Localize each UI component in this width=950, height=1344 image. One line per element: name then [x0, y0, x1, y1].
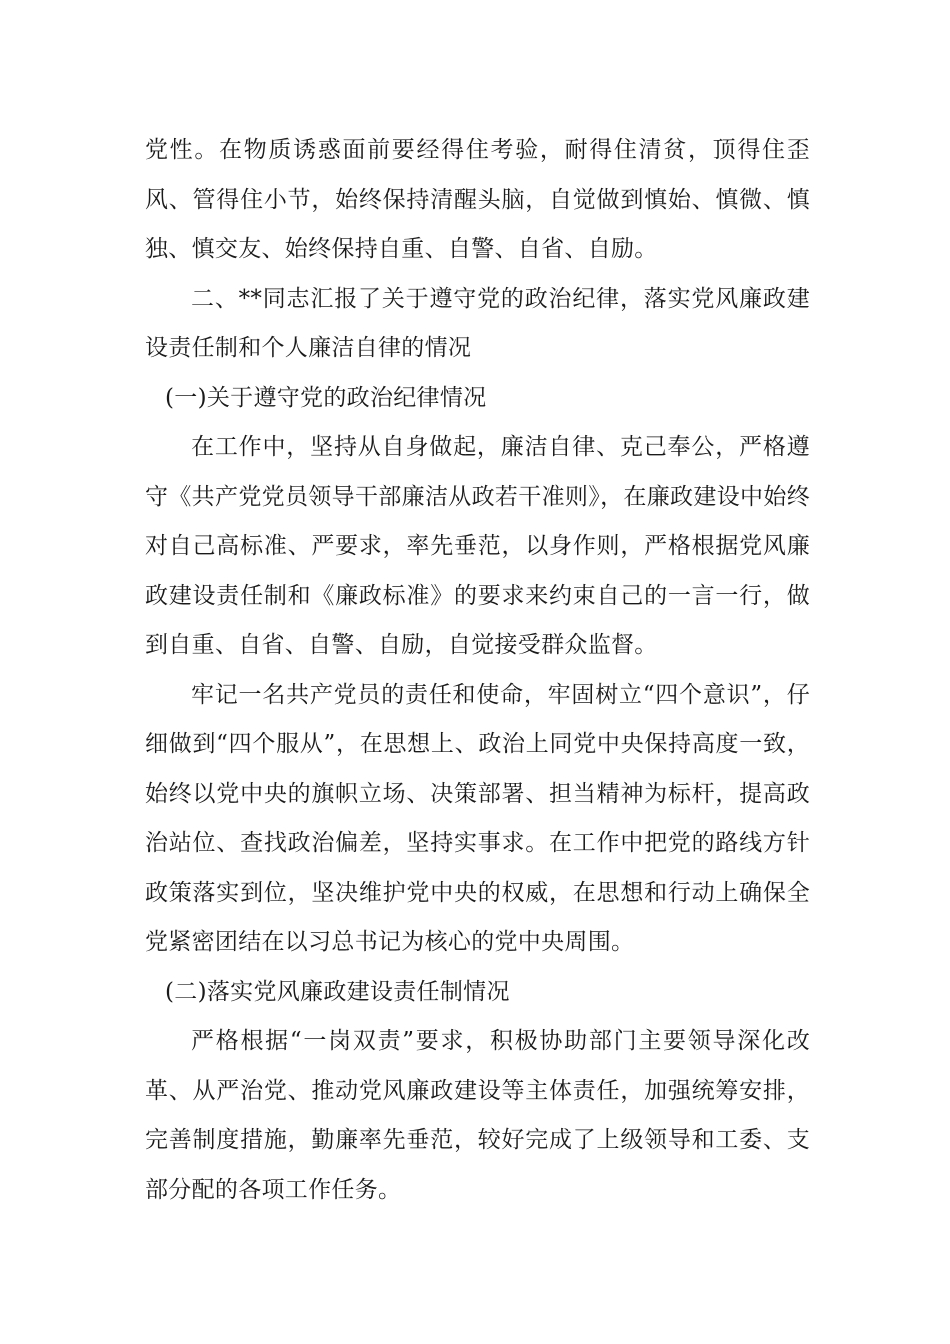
- paragraph-dual-responsibility: 严格根据“一岗双责”要求，积极协助部门主要领导深化改革、从严治党、推动党风廉政建设等主体责任，加强统筹安排，完善制度措施，勤廉率先垂范，较好完成了上级领导和工委、支部分配的各项工作任务。: [145, 1028, 810, 1203]
- sub-heading-political-discipline: (一)关于遵守党的政治纪律情况: [165, 384, 487, 411]
- paragraph-party-mission: 牢记一名共产党员的责任和使命，牢固树立“四个意识”，仔细做到“四个服从”，在思想上、政治上同党中央保持高度一致，始终以党中央的旗帜立场、决策部署、担当精神为标杆，提高政治站位、查找政治偏差，坚持实事求。在工作中把党的路线方针政策落实到位，坚决维护党中央的权威，在思想和行动上确保全党紧密团结在以习总书记为核心的党中央周围。: [145, 681, 810, 955]
- paragraph-self-discipline: 在工作中，坚持从自身做起，廉洁自律、克己奉公，严格遵守《共产党党员领导干部廉洁从政若干准则》，在廉政建设中始终对自己高标准、严要求，率先垂范，以身作则，严格根据党风廉政建设责任制和《廉政标准》的要求来约束自己的一言一行，做到自重、自省、自警、自励，自觉接受群众监督。: [145, 434, 810, 658]
- paragraph-continued: 党性。在物质诱惑面前要经得住考验，耐得住清贫，顶得住歪风、管得住小节，始终保持清醒头脑，自觉做到慎始、慎微、慎独、慎交友、始终保持自重、自警、自省、自励。: [145, 137, 810, 262]
- sub-heading-responsibility-system: (二)落实党风廉政建设责任制情况: [165, 978, 510, 1005]
- document-body: [145, 126, 810, 1215]
- section-heading: 二、**同志汇报了关于遵守党的政治纪律，落实党风廉政建设责任制和个人廉洁自律的情况: [145, 285, 810, 361]
